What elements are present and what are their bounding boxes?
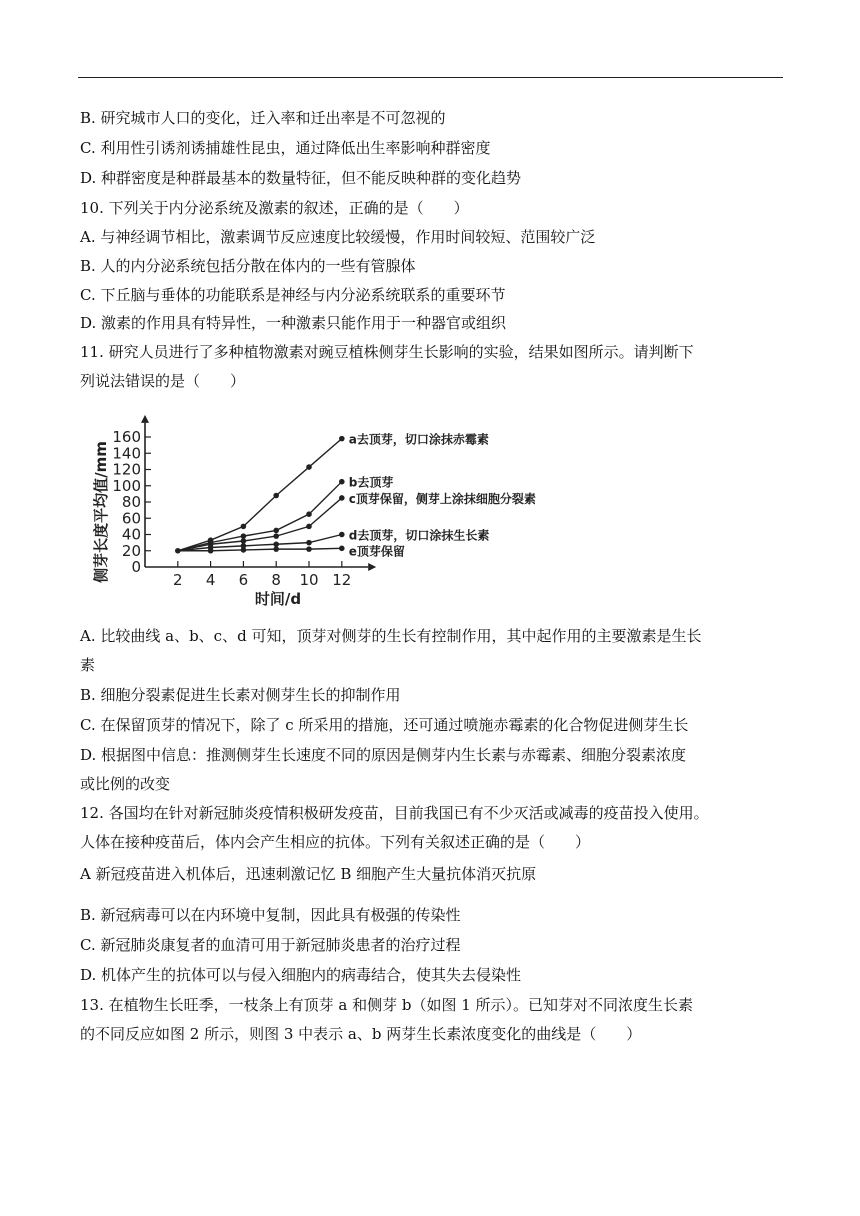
option-11b: B. 细胞分裂素促进生长素对侧芽生长的抑制作用 [80,686,401,704]
data-point [339,436,345,442]
data-point [241,538,247,544]
question-11-line1: 11. 研究人员进行了多种植物激素对豌豆植株侧芽生长影响的实验，结果如图所示。请判断下 [80,343,694,361]
y-tick-label: 80 [121,493,141,511]
option-10a: A. 与神经调节相比，激素调节反应速度比较缓慢，作用时间较短、范围较广泛 [80,228,596,246]
option-10c: C. 下丘脑与垂体的功能联系是神经与内分泌系统联系的重要环节 [80,286,506,304]
y-tick-label: 40 [121,525,141,544]
x-tick-label: 6 [238,571,249,589]
data-point [339,532,345,538]
lateral-bud-growth-chart [90,412,650,612]
x-tick-label: 10 [299,571,319,589]
data-point [306,464,312,470]
option-12b: B. 新冠病毒可以在内环境中复制，因此具有极强的传染性 [80,906,461,924]
question-13-line2: 的不同反应如图 2 所示，则图 3 中表示 a、b 两芽生长素浓度变化的曲线是（ ） [80,1025,642,1043]
series-label: c顶芽保留，侧芽上涂抹细胞分裂素 [348,491,536,506]
data-point [241,524,247,530]
option-9c: C. 利用性引诱剂诱捕雄性昆虫，通过降低出生率影响种群密度 [80,139,491,157]
data-point [273,533,279,539]
data-point [306,540,312,546]
data-point [339,495,345,501]
series-label: d去顶芽，切口涂抹生长素 [348,528,490,543]
data-point [241,533,247,539]
series-label: e顶芽保留 [348,544,405,559]
option-10d: D. 激素的作用具有特异性，一种激素只能作用于一种器官或组织 [80,314,507,332]
data-point [273,541,279,547]
y-tick-label: 120 [112,460,141,479]
data-point [273,546,279,552]
x-tick-label: 2 [173,571,183,589]
option-9d: D. 种群密度是种群最基本的数量特征，但不能反映种群的变化趋势 [80,169,522,187]
data-point [339,479,345,485]
y-axis-arrow [141,415,149,423]
series-label: b去顶芽 [348,475,394,490]
data-point [208,548,214,554]
x-tick-label: 8 [271,571,281,589]
option-11d-line2: 或比例的改变 [80,775,171,793]
y-tick-label: 60 [121,509,141,528]
question-10: 10. 下列关于内分泌系统及激素的叙述，正确的是（ ） [80,199,469,217]
option-10b: B. 人的内分泌系统包括分散在体内的一些有管腺体 [80,257,416,275]
option-12a: A 新冠疫苗进入机体后，迅速刺激记忆 B 细胞产生大量抗体消灭抗原 [80,865,537,883]
x-tick-label: 12 [332,571,352,589]
series-label: a去顶芽，切口涂抹赤霉素 [348,432,489,447]
data-point [273,528,279,534]
option-12d: D. 机体产生的抗体可以与侵入细胞内的病毒结合，使其失去侵染性 [80,966,522,984]
y-tick-label: 160 [112,428,141,446]
data-point [339,546,345,552]
y-axis-label: 侧芽长度平均值/mm [92,441,110,583]
question-12-line1: 12. 各国均在针对新冠肺炎疫情积极研发疫苗，目前我国已有不少灭活或减毒的疫苗投入使用。 [80,804,709,822]
y-tick-label: 140 [112,444,141,463]
x-axis-arrow [368,563,376,571]
option-11a-line1: A. 比较曲线 a、b、c、d 可知，顶芽对侧芽的生长有控制作用，其中起作用的主要激素是生长 [80,627,702,645]
origin-point [175,548,181,554]
y-tick-label: 0 [131,558,141,576]
option-11a-line2: 素 [80,656,96,674]
data-point [241,547,247,553]
question-13-line1: 13. 在植物生长旺季，一枝条上有顶芽 a 和侧芽 b（如图 1 所示）。已知芽对不同浓度生长素 [80,996,694,1014]
option-11d-line1: D. 根据图中信息：推测侧芽生长速度不同的原因是侧芽内生长素与赤霉素、细胞分裂素浓度 [80,746,687,764]
question-11-line2: 列说法错误的是（ ） [80,372,246,390]
chart-svg [90,412,650,612]
question-12-line2: 人体在接种疫苗后，体内会产生相应的抗体。下列有关叙述正确的是（ ） [80,833,591,851]
option-12c: C. 新冠肺炎康复者的血清可用于新冠肺炎患者的治疗过程 [80,936,461,954]
option-11c: C. 在保留顶芽的情况下，除了 c 所采用的措施，还可通过喷施赤霉素的化合物促进侧芽生长 [80,716,689,734]
y-tick-label: 100 [112,476,141,495]
x-tick-label: 4 [205,571,216,589]
data-point [306,546,312,552]
y-tick-label: 20 [121,541,141,560]
data-point [306,524,312,530]
x-axis-label: 时间/d [254,590,302,608]
option-9b: B. 研究城市人口的变化，迁入率和迁出率是不可忽视的 [80,109,446,127]
data-point [273,493,279,499]
header-rule [78,77,783,78]
data-point [306,511,312,517]
